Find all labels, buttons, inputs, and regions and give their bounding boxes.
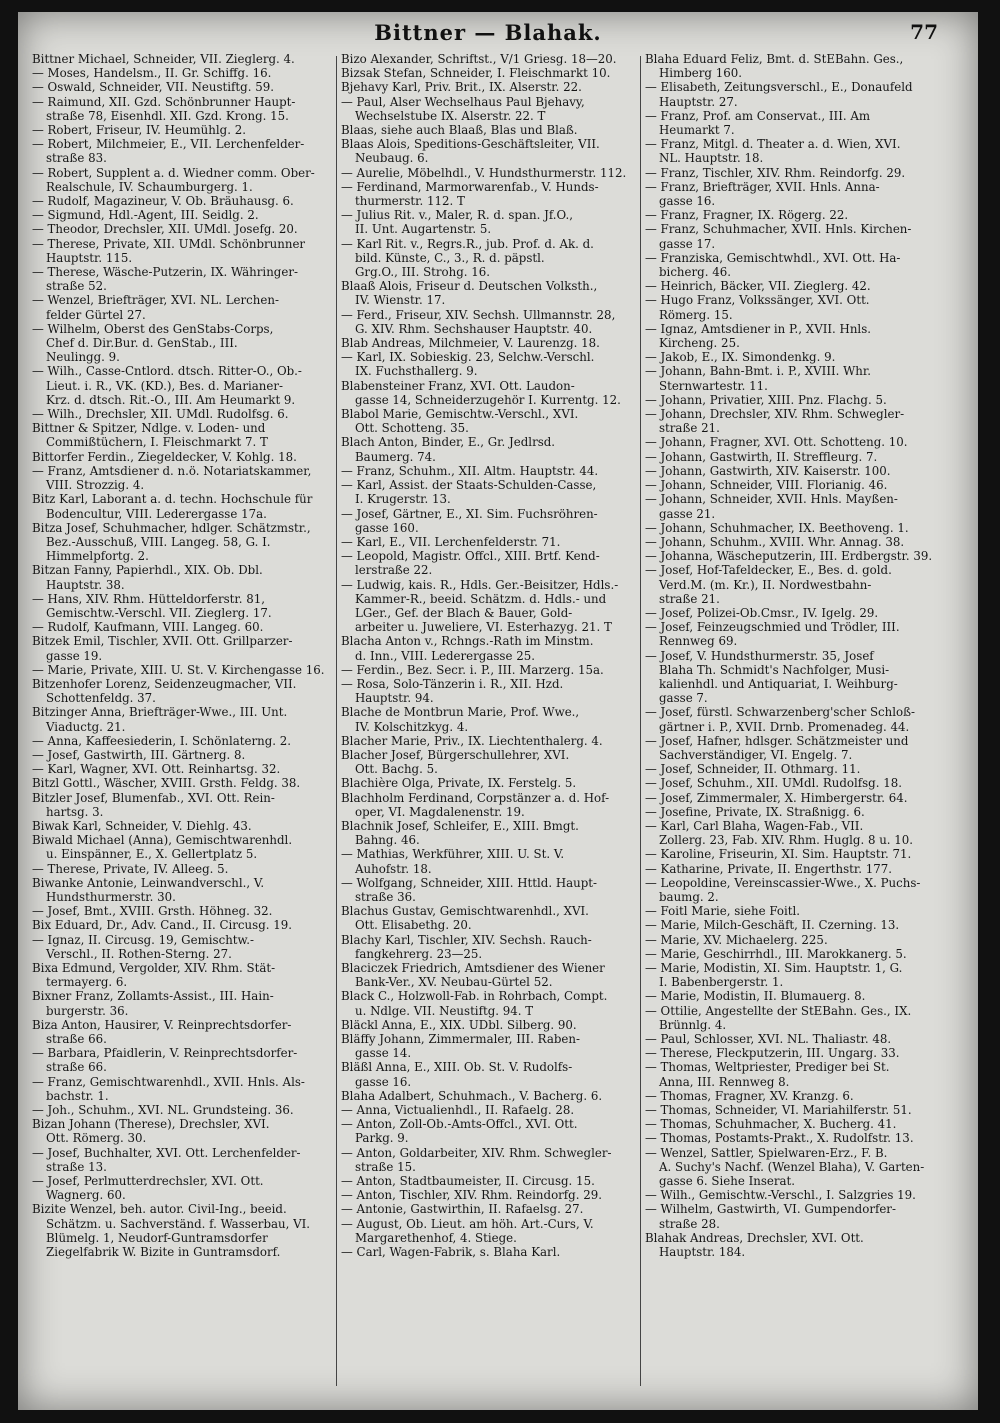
directory-entry-line: Blachière Olga, Private, IX. Ferstelg. 5. — [341, 776, 577, 791]
directory-entry-line: — Josef, Polizei-Ob.Cmsr., IV. Igelg. 29. — [645, 605, 879, 620]
directory-entry-line: Bizite Wenzel, beh. autor. Civil-Ing., beeid. — [32, 1202, 287, 1217]
directory-entry-line: Bjehavy Karl, Priv. Brit., IX. Alserstr. 22. — [341, 80, 582, 95]
directory-entry-line: — Sigmund, Hdl.-Agent, III. Seidlg. 2. — [32, 208, 259, 223]
directory-entry-line: Bläßl Anna, E., XIII. Ob. St. V. Rudolfs- — [341, 1060, 573, 1075]
directory-entry-line: — Ignaz, Amtsdiener in P., XVII. Hnls. — [645, 321, 871, 336]
directory-entry-line: — Thomas, Fragner, XV. Kranzg. 6. — [645, 1088, 854, 1103]
directory-entry-line: Ott. Elisabethg. 20. — [355, 918, 472, 933]
directory-entry-line: Blach Anton, Binder, E., Gr. Jedlrsd. — [341, 435, 556, 450]
directory-entry-line: Blaha Adalbert, Schuhmach., V. Bacherg. 6. — [341, 1088, 603, 1103]
directory-entry-line: Heumarkt 7. — [659, 123, 735, 138]
directory-entry-line: Black C., Holzwoll-Fab. in Rohrbach, Compt. — [341, 989, 608, 1004]
directory-entry-line: Verschl., II. Rothen-Sterng. 27. — [46, 946, 232, 961]
directory-entry-line: — Wolfgang, Schneider, XIII. Httld. Haupt- — [341, 875, 598, 890]
directory-entry-line: thurmerstr. 112. T — [355, 194, 465, 209]
directory-entry-line: — Thomas, Postamts-Prakt., X. Rudolfstr. 13. — [645, 1131, 914, 1146]
directory-entry-line: — Rudolf, Kaufmann, VIII. Langeg. 60. — [32, 620, 264, 635]
directory-entry-line: baumg. 2. — [659, 889, 719, 904]
directory-entry-line: — Marie, Geschirrhdl., III. Marokkanerg. 5. — [645, 946, 907, 961]
directory-entry-line: — Johann, Gastwirth, II. Streffleurg. 7. — [645, 449, 878, 464]
directory-entry-line: bild. Künste, C., 3., R. d. päpstl. — [355, 250, 545, 265]
directory-entry-line: — Wenzel, Sattler, Spielwaren-Erz., F. B. — [645, 1145, 888, 1160]
directory-entry-line: — Karoline, Friseurin, XI. Sim. Hauptstr. 71. — [645, 847, 912, 862]
directory-entry-line: Bizan Johann (Therese), Drechsler, XVI. — [32, 1117, 270, 1132]
directory-entry-line: Blacher Josef, Bürgerschullehrer, XVI. — [341, 747, 570, 762]
directory-entry-line: straße 13. — [46, 1159, 107, 1174]
directory-entry-line: Hauptstr. 27. — [659, 94, 738, 109]
directory-entry-line: Blaciczek Friedrich, Amtsdiener des Wiener — [341, 961, 605, 975]
directory-entry-line: — Ferdin., Bez. Secr. i. P., III. Marzerg. 15a. — [341, 662, 604, 677]
directory-entry-line: — Franz, Prof. am Conservat., III. Am — [645, 108, 871, 123]
directory-entry-line: — Rosa, Solo-Tänzerin i. R., XII. Hzd. — [341, 676, 564, 691]
directory-entry-line: — Josef, V. Hundsthurmerstr. 35, Josef — [645, 648, 874, 663]
page-title: Bittner — Blahak. — [374, 20, 602, 45]
directory-entry-line: Wechselstube IX. Alserstr. 22. T — [355, 108, 546, 123]
directory-entry-line: — Josef, fürstl. Schwarzenberg'scher Schloß- — [645, 705, 916, 720]
directory-entry-line: Blachy Karl, Tischler, XIV. Sechsh. Rauch- — [341, 932, 592, 947]
directory-entry-line: — Wilh., Gemischtw.-Verschl., I. Salzgries 19. — [645, 1188, 916, 1203]
directory-entry-line: Biwanke Antonie, Leinwandverschl., V. — [32, 875, 265, 890]
directory-entry-line: Bitzler Josef, Blumenfab., XVI. Ott. Rein- — [32, 790, 275, 805]
directory-entry-line: Margarethenhof, 4. Stiege. — [355, 1230, 517, 1245]
directory-entry-line: straße 28. — [659, 1216, 720, 1231]
directory-entry-line: — Josef, Buchhalter, XVI. Ott. Lerchenfelder- — [32, 1145, 301, 1160]
directory-entry-line: Bahng. 46. — [355, 833, 420, 848]
directory-entry-line: — Josefine, Private, IX. Straßnigg. 6. — [645, 804, 865, 819]
directory-entry-line: gasse 7. — [659, 691, 708, 706]
directory-entry-line: arbeiter u. Juweliere, VI. Esterhazyg. 21. T — [355, 620, 612, 635]
directory-entry-line: straße 66. — [46, 1060, 107, 1075]
directory-entry-line: Ott. Bachg. 5. — [355, 762, 438, 777]
directory-entry-line: Blaas, siehe auch Blaaß, Blas und Blaß. — [341, 123, 578, 138]
directory-entry-line: Bittorfer Ferdin., Ziegeldecker, V. Kohlg. 18. — [32, 449, 297, 464]
directory-entry-line: — August, Ob. Lieut. am höh. Art.-Curs, V. — [341, 1216, 594, 1231]
directory-entry-line: — Marie, Milch-Geschäft, II. Czerning. 13. — [645, 918, 900, 933]
directory-entry-line: kalienhdl. und Antiquariat, I. Weihburg- — [659, 676, 898, 691]
directory-entry-line: — Hugo Franz, Volkssänger, XVI. Ott. — [645, 293, 870, 308]
directory-entry-line: gasse 16. — [355, 1074, 412, 1089]
directory-entry-line: — Johann, Drechsler, XIV. Rhm. Schwegler- — [645, 407, 905, 422]
directory-entry-line: Blachus Gustav, Gemischtwarenhdl., XVI. — [341, 904, 589, 919]
directory-entry-line: Römerg. 15. — [659, 307, 733, 322]
directory-entry-line: — Anton, Stadtbaumeister, II. Circusg. 15. — [341, 1174, 595, 1189]
directory-entry-line: Blümelg. 1, Neudorf-Guntramsdorfer — [46, 1230, 268, 1245]
directory-entry-line: Kammer-R., beeid. Schätzm. d. Hdls.- und — [355, 591, 607, 606]
directory-entry-line: — Ferdinand, Marmorwarenfab., V. Hunds- — [341, 179, 599, 194]
directory-entry-line: Rennweg 69. — [659, 634, 738, 649]
directory-entry-line: — Josef, Perlmutterdrechsler, XVI. Ott. — [32, 1174, 264, 1189]
directory-entry-line: — Antonie, Gastwirthin, II. Rafaelsg. 27. — [341, 1202, 584, 1217]
directory-entry-line: Parkg. 9. — [355, 1131, 409, 1146]
directory-entry-line: — Johann, Privatier, XIII. Pnz. Flachg. 5. — [645, 392, 887, 407]
directory-entry-line: IV. Kolschitzkyg. 4. — [355, 719, 469, 734]
directory-entry-line: Baumerg. 74. — [355, 449, 436, 464]
directory-entry-line: Bittner & Spitzer, Ndlge. v. Loden- und — [32, 421, 266, 436]
directory-entry-line: — Moses, Handelsm., II. Gr. Schiffg. 16. — [32, 66, 272, 81]
directory-entry-line: — Robert, Milchmeier, E., VII. Lerchenfelder- — [32, 137, 305, 152]
directory-entry-line: — Robert, Friseur, IV. Heumühlg. 2. — [32, 123, 246, 138]
directory-entry-line: — Franz, Fragner, IX. Rögerg. 22. — [645, 208, 849, 223]
directory-entry-line: Blaas Alois, Speditions-Geschäftsleiter, VII. — [341, 137, 600, 152]
directory-entry-line: — Wilhelm, Oberst des GenStabs-Corps, — [32, 321, 274, 336]
directory-entry-line: Biwald Michael (Anna), Gemischtwarenhdl. — [32, 833, 293, 848]
directory-entry-line: — Rudolf, Magazineur, V. Ob. Bräuhausg. 6. — [32, 194, 294, 209]
directory-entry-line: felder Gürtel 27. — [46, 307, 146, 322]
directory-entry-line: Ziegelfabrik W. Bizite in Guntramsdorf. — [46, 1245, 281, 1260]
directory-entry-line: Schätzm. u. Sachverständ. f. Wasserbau, VI. — [46, 1216, 311, 1231]
directory-entry-line: — Therese, Private, IV. Alleeg. 5. — [32, 861, 229, 876]
directory-entry-line: IV. Wienstr. 17. — [355, 293, 446, 308]
directory-entry-line: straße 21. — [659, 591, 720, 606]
directory-entry-line: Bitzinger Anna, Briefträger-Wwe., III. Unt. — [32, 705, 288, 720]
directory-entry-line: straße 52. — [46, 279, 107, 294]
directory-entry-line: Blacher Marie, Priv., IX. Liechtenthalerg. 4. — [341, 733, 603, 748]
directory-entry-line: — Carl, Wagen-Fabrik, s. Blaha Karl. — [341, 1245, 561, 1260]
directory-entry-line: — Mathias, Werkführer, XIII. U. St. V. — [341, 847, 565, 862]
directory-entry-line: Blaha Eduard Feliz, Bmt. d. StEBahn. Ges., — [645, 52, 904, 66]
directory-entry-line: gasse 160. — [355, 520, 419, 535]
directory-entry-line: — Jakob, E., IX. Simondenkg. 9. — [645, 350, 836, 365]
directory-entry-line: Hauptstr. 115. — [46, 250, 133, 265]
directory-entry-line: — Robert, Supplent a. d. Wiedner comm. Ober- — [32, 165, 315, 180]
directory-entry-line: Bitzan Fanny, Papierhdl., XIX. Ob. Dbl. — [32, 563, 263, 578]
directory-entry-line: straße 15. — [355, 1159, 416, 1174]
directory-entry-line: straße 21. — [659, 421, 720, 436]
directory-entry-line: — Johann, Schuhmacher, IX. Beethoveng. 1. — [645, 520, 909, 535]
directory-entry-line: Schottenfeldg. 37. — [46, 691, 156, 706]
directory-entry-line: — Anton, Tischler, XIV. Rhm. Reindorfg. 29. — [341, 1188, 602, 1203]
directory-entry-line: — Johann, Schneider, VIII. Florianig. 46. — [645, 478, 888, 493]
directory-entry-line: straße 83. — [46, 151, 107, 166]
directory-entry-line: G. XIV. Rhm. Sechshauser Hauptstr. 40. — [355, 321, 593, 336]
directory-entry-line: IX. Fuchsthallerg. 9. — [355, 364, 478, 379]
directory-entry-line: Hauptstr. 38. — [46, 577, 125, 592]
directory-entry-line: Zollerg. 23, Fab. XIV. Rhm. Huglg. 8 u. 10. — [659, 833, 914, 848]
directory-entry-line: — Karl, Carl Blaha, Wagen-Fab., VII. — [645, 818, 864, 833]
directory-entry-line: Bitzek Emil, Tischler, XVII. Ott. Grillparzer- — [32, 634, 293, 649]
directory-entry-line: VIII. Strozzig. 4. — [46, 478, 145, 493]
directory-entry-line: — Josef, Feinzeugschmied und Trödler, III. — [645, 620, 900, 635]
directory-entry-line: Bitza Josef, Schuhmacher, hdlger. Schätzmstr., — [32, 520, 311, 535]
directory-entry-line: Neulingg. 9. — [46, 350, 120, 365]
directory-entry-line: Bitzenhofer Lorenz, Seidenzeugmacher, VII. — [32, 676, 297, 691]
directory-entry-line: d. Inn., VIII. Lederergasse 25. — [355, 648, 535, 663]
directory-entry-line: — Franz, Mitgl. d. Theater a. d. Wien, XVI. — [645, 137, 901, 152]
directory-entry-line: Neubaug. 6. — [355, 151, 429, 166]
directory-entry-line: — Therese, Private, XII. UMdl. Schönbrunner — [32, 236, 306, 251]
directory-entry-line: Bixa Edmund, Vergolder, XIV. Rhm. Stät- — [32, 961, 276, 975]
directory-entry-line: — Marie, Modistin, II. Blumauerg. 8. — [645, 989, 866, 1004]
directory-entry-line: — Johann, Bahn-Bmt. i. P., XVIII. Whr. — [645, 364, 871, 379]
directory-entry-line: Blaha Th. Schmidt's Nachfolger, Musi- — [659, 662, 890, 677]
directory-entry-line: I. Krugerstr. 13. — [355, 492, 451, 507]
directory-entry-line: — Paul, Schlosser, XVI. NL. Thaliastr. 48. — [645, 1032, 892, 1047]
directory-entry-line: Viaductg. 21. — [46, 719, 126, 734]
directory-entry-line: — Josef, Bmt., XVIII. Grsth. Höhneg. 32. — [32, 904, 273, 919]
directory-entry-line: Bez.-Ausschuß, VIII. Langeg. 58, G. I. — [46, 534, 271, 549]
directory-entry-line: Ott. Römerg. 30. — [46, 1131, 147, 1146]
directory-entry-line: — Heinrich, Bäcker, VII. Zieglerg. 42. — [645, 279, 871, 294]
directory-entry-line: — Johann, Gastwirth, XIV. Kaiserstr. 100. — [645, 463, 891, 478]
directory-entry-line: Blahak Andreas, Drechsler, XVI. Ott. — [645, 1230, 864, 1245]
directory-entry-line: — Marie, XV. Michaelerg. 225. — [645, 932, 828, 947]
directory-entry-line: oper, VI. Magdalenenstr. 19. — [355, 804, 525, 819]
directory-entry-line: I. Babenbergerstr. 1. — [659, 975, 784, 990]
directory-entry-line: — Franz, Briefträger, XVII. Hnls. Anna- — [645, 179, 880, 194]
directory-entry-line: — Karl Rit. v., Regrs.R., jub. Prof. d. Ak. d. — [341, 236, 594, 251]
directory-entry-line: Hundsthurmerstr. 30. — [46, 889, 176, 904]
directory-entry-line: hartsg. 3. — [46, 804, 104, 819]
directory-entry-line: — Thomas, Weltpriester, Prediger bei St. — [645, 1060, 890, 1075]
directory-entry-line: Gemischtw.-Verschl. VII. Zieglerg. 17. — [46, 605, 272, 620]
directory-entry-line: Realschule, IV. Schaumburgerg. 1. — [46, 179, 253, 194]
directory-entry-line: — Anna, Kaffeesiederin, I. Schönlaterng. 2. — [32, 733, 292, 748]
directory-entry-line: Blaaß Alois, Friseur d. Deutschen Volksth., — [341, 279, 598, 294]
directory-entry-line: — Aurelie, Möbelhdl., V. Hundsthurmerstr. 112. — [341, 165, 627, 180]
column-3 — [645, 52, 950, 1392]
directory-entry-line: Bixner Franz, Zollamts-Assist., III. Hain- — [32, 989, 274, 1004]
directory-entry-line: Ott. Schotteng. 35. — [355, 421, 469, 436]
directory-entry-line: Blachholm Ferdinand, Corpstänzer a. d. Hof- — [341, 790, 610, 805]
directory-entry-line: LGer., Gef. der Blach & Bauer, Gold- — [355, 605, 573, 620]
directory-entry-line: — Anna, Victualienhdl., II. Rafaelg. 28. — [341, 1103, 575, 1118]
directory-entry-line: Bitz Karl, Laborant a. d. techn. Hochschule für — [32, 492, 313, 507]
directory-entry-line: Himberg 160. — [659, 66, 742, 81]
directory-entry-line: Bitzl Gottl., Wäscher, XVIII. Grsth. Feldg. 38. — [32, 776, 301, 791]
directory-entry-line: straße 66. — [46, 1032, 107, 1047]
directory-entry-line: Chef d. Dir.Bur. d. GenStab., III. — [46, 336, 238, 351]
directory-entry-line: — Anton, Zoll-Ob.-Amts-Offcl., XVI. Ott. — [341, 1117, 578, 1132]
directory-entry-line: Blab Andreas, Milchmeier, V. Laurenzg. 18. — [341, 336, 600, 351]
directory-entry-line: gasse 14, Schneiderzugehör I. Kurrentg. 12. — [355, 392, 621, 407]
directory-entry-line: gasse 14. — [355, 1046, 412, 1061]
directory-entry-line: — Johann, Schuhm., XVIII. Whr. Annag. 38. — [645, 534, 905, 549]
directory-entry-line: Krz. d. dtsch. Rit.-O., III. Am Heumarkt 9. — [46, 392, 296, 407]
directory-entry-line: straße 78, Eisenhdl. XII. Gzd. Krong. 15. — [46, 108, 289, 123]
directory-entry-line: Bix Eduard, Dr., Adv. Cand., II. Circusg. 19. — [32, 918, 293, 933]
directory-entry-line: — Karl, Assist. der Staats-Schulden-Casse, — [341, 478, 597, 493]
directory-entry-line: burgerstr. 36. — [46, 1003, 129, 1018]
directory-entry-line: lerstraße 22. — [355, 563, 433, 578]
column-2 — [341, 52, 641, 1392]
directory-entry-line: — Franz, Schuhmacher, XVII. Hnls. Kirchen- — [645, 222, 912, 237]
directory-entry-line: — Franz, Amtsdiener d. n.ö. Notariatskammer, — [32, 463, 312, 478]
directory-entry-line: — Marie, Modistin, XI. Sim. Hauptstr. 1, G. — [645, 961, 903, 975]
directory-entry-line: Sternwartestr. 11. — [659, 378, 768, 393]
page-number: 77 — [910, 20, 938, 44]
directory-entry-line: — Ottilie, Angestellte der StEBahn. Ges., IX. — [645, 1003, 912, 1018]
directory-entry-line: — Johann, Fragner, XVI. Ott. Schotteng. 10. — [645, 435, 908, 450]
directory-entry-line: gasse 17. — [659, 236, 716, 251]
directory-entry-line: gasse 21. — [659, 506, 716, 521]
directory-entry-line: — Barbara, Pfaidlerin, V. Reinprechtsdorfer- — [32, 1046, 298, 1061]
directory-entry-line: Verd.M. (m. Kr.), II. Nordwestbahn- — [659, 577, 872, 592]
directory-entry-line: — Hans, XIV. Rhm. Hütteldorferstr. 81, — [32, 591, 265, 606]
directory-entry-line: Bizsak Stefan, Schneider, I. Fleischmarkt 10. — [341, 66, 611, 81]
directory-entry-line: — Thomas, Schneider, VI. Mariahilferstr. 51. — [645, 1103, 912, 1118]
directory-entry-line: Blache de Montbrun Marie, Prof. Wwe., — [341, 705, 580, 720]
directory-entry-line: — Elisabeth, Zeitungsverschl., E., Donaufeld — [645, 80, 913, 95]
directory-entry-line: A. Suchy's Nachf. (Wenzel Blaha), V. Garten- — [659, 1159, 925, 1174]
directory-entry-line: Lieut. i. R., VK. (KD.), Bes. d. Marianer- — [46, 378, 283, 393]
directory-entry-line: Blacha Anton v., Rchngs.-Rath im Minstm. — [341, 634, 594, 649]
directory-entry-line: — Franz, Schuhm., XII. Altm. Hauptstr. 44. — [341, 463, 599, 478]
directory-entry-line: Kircheng. 25. — [659, 336, 740, 351]
directory-entry-line: Bläckl Anna, E., XIX. UDbl. Silberg. 90. — [341, 1017, 577, 1032]
directory-entry-line: — Wenzel, Briefträger, XVI. NL. Lerchen- — [32, 293, 279, 308]
directory-entry-line: u. Einspänner, E., X. Gellertplatz 5. — [46, 847, 258, 862]
directory-entry-line: NL. Hauptstr. 18. — [659, 151, 764, 166]
directory-entry-line: — Joh., Schuhm., XVI. NL. Grundsteing. 36. — [32, 1103, 294, 1118]
directory-entry-line: — Karl, Wagner, XVI. Ott. Reinhartsg. 32. — [32, 762, 281, 777]
directory-entry-line: — Ferd., Friseur, XIV. Sechsh. Ullmannstr. 28, — [341, 307, 616, 322]
directory-entry-line: Grg.O., III. Strohg. 16. — [355, 265, 491, 280]
directory-entry-line: — Wilh., Casse-Cntlord. dtsch. Ritter-O., Ob.- — [32, 364, 302, 379]
directory-page — [18, 12, 978, 1410]
directory-entry-line: — Therese, Fleckputzerin, III. Ungarg. 33. — [645, 1046, 900, 1061]
directory-entry-line: — Leopold, Magistr. Offcl., XIII. Brtf. Kend- — [341, 549, 600, 564]
directory-entry-line: — Josef, Gärtner, E., XI. Sim. Fuchsröhren- — [341, 506, 598, 521]
directory-entry-line: — Wilhelm, Gastwirth, VI. Gumpendorfer- — [645, 1202, 896, 1217]
directory-entry-line: Hauptstr. 184. — [659, 1245, 746, 1260]
directory-entry-line: — Franz, Gemischtwarenhdl., XVII. Hnls. Als- — [32, 1074, 305, 1089]
directory-entry-line: Auhofstr. 18. — [355, 861, 432, 876]
directory-entry-line: — Oswald, Schneider, VII. Neustiftg. 59. — [32, 80, 274, 95]
directory-entry-line: — Anton, Goldarbeiter, XIV. Rhm. Schwegler- — [341, 1145, 612, 1160]
directory-entry-line: u. Ndlge. VII. Neustiftg. 94. T — [355, 1003, 534, 1018]
directory-entry-line: gasse 16. — [659, 194, 716, 209]
directory-entry-line: — Josef, Hof-Tafeldecker, E., Bes. d. gold. — [645, 563, 892, 578]
directory-entry-line: bachstr. 1. — [46, 1088, 109, 1103]
directory-entry-line: — Therese, Wäsche-Putzerin, IX. Währinger- — [32, 265, 298, 280]
directory-entry-line: — Josef, Gastwirth, III. Gärtnerg. 8. — [32, 747, 246, 762]
directory-entry-line: — Julius Rit. v., Maler, R. d. span. Jf.O., — [341, 208, 574, 223]
directory-entry-line: termayerg. 6. — [46, 975, 128, 990]
directory-entry-line: fangkehrerg. 23—25. — [355, 946, 483, 961]
directory-entry-line: Bodencultur, VIII. Lederergasse 17a. — [46, 506, 267, 521]
directory-entry-line: — Paul, Alser Wechselhaus Paul Bjehavy, — [341, 94, 585, 109]
directory-entry-line: straße 36. — [355, 889, 416, 904]
directory-entry-line: gasse 19. — [46, 648, 103, 663]
directory-entry-line: Bank-Ver., XV. Neubau-Gürtel 52. — [355, 975, 553, 990]
directory-entry-line: — Foitl Marie, siehe Foitl. — [645, 904, 801, 919]
directory-entry-line: Bläffy Johann, Zimmermaler, III. Raben- — [341, 1032, 580, 1047]
directory-entry-line: Blabol Marie, Gemischtw.-Verschl., XVI. — [341, 407, 579, 422]
directory-entry-line: — Ignaz, II. Circusg. 19, Gemischtw.- — [32, 932, 254, 947]
directory-entry-line: Blachnik Josef, Schleifer, E., XIII. Bmgt. — [341, 818, 579, 833]
directory-entry-line: Sachverständiger, VI. Engelg. 7. — [659, 747, 853, 762]
directory-entry-line: — Ludwig, kais. R., Hdls. Ger.-Beisitzer, Hdls.- — [341, 577, 619, 592]
directory-entry-line: gasse 6. Siehe Inserat. — [659, 1174, 796, 1189]
directory-entry-line: Wagnerg. 60. — [46, 1188, 126, 1203]
directory-entry-line: — Karl, IX. Sobieskig. 23, Selchw.-Verschl. — [341, 350, 595, 365]
directory-entry-line: — Theodor, Drechsler, XII. UMdl. Josefg. 20. — [32, 222, 298, 237]
directory-entry-line: — Johann, Schneider, XVII. Hnls. Mayßen- — [645, 492, 898, 507]
directory-entry-line: Hauptstr. 94. — [355, 691, 434, 706]
directory-entry-line: — Josef, Hafner, hdlsger. Schätzmeister und — [645, 733, 909, 748]
directory-entry-line: Anna, III. Rennweg 8. — [659, 1074, 790, 1089]
directory-entry-line: — Franz, Tischler, XIV. Rhm. Reindorfg. 29. — [645, 165, 906, 180]
directory-entry-line: Biza Anton, Hausirer, V. Reinprechtsdorfer- — [32, 1017, 292, 1032]
directory-entry-line: — Katharine, Private, II. Engerthstr. 177. — [645, 861, 892, 876]
directory-entry-line: — Karl, E., VII. Lerchenfelderstr. 71. — [341, 534, 561, 549]
directory-entry-line: II. Unt. Augartenstr. 5. — [355, 222, 492, 237]
directory-entry-line: gärtner i. P., XVII. Drnb. Promenadeg. 44. — [659, 719, 910, 734]
directory-entry-line: — Josef, Schuhm., XII. UMdl. Rudolfsg. 18. — [645, 776, 902, 791]
directory-entry-line: — Wilh., Drechsler, XII. UMdl. Rudolfsg. 6. — [32, 407, 289, 422]
directory-entry-line: Commißtüchern, I. Fleischmarkt 7. T — [46, 435, 268, 450]
column-1 — [32, 52, 332, 1392]
directory-entry-line: — Franziska, Gemischtwhdl., XVI. Ott. Ha- — [645, 250, 901, 265]
directory-entry-line: bicherg. 46. — [659, 265, 731, 280]
column-divider — [336, 56, 337, 1386]
directory-entry-line: — Josef, Zimmermaler, X. Himbergerstr. 64. — [645, 790, 908, 805]
directory-entry-line: — Marie, Private, XIII. U. St. V. Kirchengasse 16. — [32, 662, 325, 677]
directory-entry-line: Blabensteiner Franz, XVI. Ott. Laudon- — [341, 378, 575, 393]
directory-entry-line: — Josef, Schneider, II. Othmarg. 11. — [645, 762, 861, 777]
directory-entry-line: Bittner Michael, Schneider, VII. Zieglerg. 4. — [32, 52, 295, 66]
directory-entry-line: — Thomas, Schuhmacher, X. Bucherg. 41. — [645, 1117, 897, 1132]
directory-entry-line: Brünnlg. 4. — [659, 1017, 727, 1032]
directory-entry-line: Bizo Alexander, Schriftst., V/1 Griesg. 18—20. — [341, 52, 617, 66]
directory-entry-line: Himmelpfortg. 2. — [46, 549, 149, 564]
directory-entry-line: Biwak Karl, Schneider, V. Diehlg. 43. — [32, 818, 252, 833]
directory-entry-line: — Leopoldine, Vereinscassier-Wwe., X. Puchs- — [645, 875, 921, 890]
directory-entry-line: — Johanna, Wäscheputzerin, III. Erdbergstr. 39. — [645, 549, 933, 564]
directory-entry-line: — Raimund, XII. Gzd. Schönbrunner Haupt- — [32, 94, 296, 109]
